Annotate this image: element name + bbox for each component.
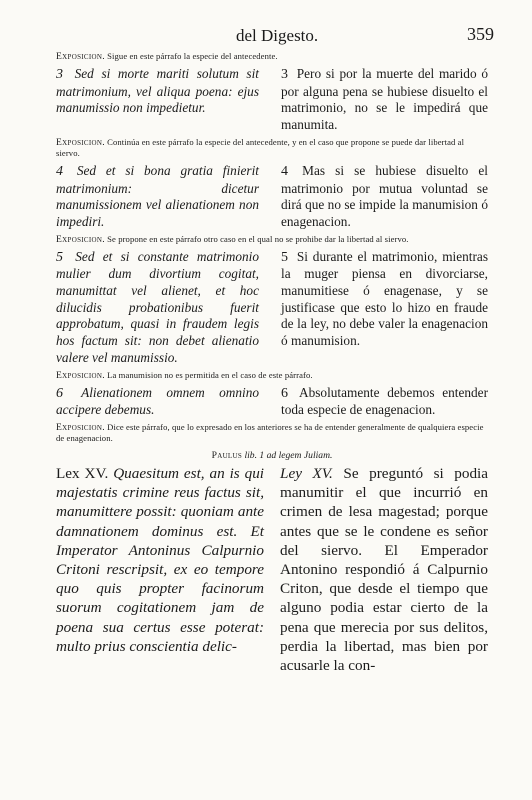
exposicion-label: Exposicion.	[56, 369, 105, 381]
book-page	[56, 22, 494, 675]
exposicion-text: Sigue en este párrafo la especie del antecedente.	[107, 51, 278, 61]
ley-label: Ley XV.	[280, 464, 333, 482]
paragraph-number: 4	[281, 163, 288, 179]
exposicion-note	[56, 234, 488, 245]
spanish-column	[280, 464, 488, 675]
latin-text: Quaesitum est, an is qui majestatis crimine reus factus sit, manumittere possit: quoniam ante damnationem dominus est. Et Imperator Antoninus Calpurnio Critoni rescripsit, ex eo tempore quo quis propter facinorum suorum cogitationem jam de poena sua certus esse poterat: multo prius conscientia delic-	[56, 464, 265, 655]
paragraph-6	[56, 385, 488, 419]
source-rest: lib. 1 ad legem Juliam.	[244, 449, 333, 461]
exposicion-note	[56, 370, 488, 381]
paragraph-number: 4	[56, 163, 63, 179]
latin-column	[56, 464, 264, 656]
latin-column	[56, 66, 259, 117]
source-author: Paulus	[211, 449, 243, 461]
latin-text: Alienationem omnem omnino accipere debemus.	[56, 384, 259, 418]
exposicion-note	[56, 51, 488, 62]
exposicion-label: Exposicion.	[56, 421, 105, 433]
exposicion-note	[56, 422, 488, 444]
lex-label: Lex XV.	[56, 464, 109, 482]
exposicion-note	[56, 137, 488, 159]
spanish-text: Pero si por la muerte del marido ó por alguna pena se hubiese disuelto el matrimonio, no se le impedirá que manumita.	[281, 66, 488, 133]
latin-text: Sed si morte mariti solutum sit matrimonium, vel aliqua poena: ejus manumissio non impedietur.	[56, 66, 259, 116]
latin-column	[56, 163, 259, 231]
latin-text: Sed et si constante matrimonio mulier dum divortium cogitat, manumittat vel alienet, et hoc dilucidis probationibus fuerit approbatum, quasi in fraudem legis hos factum sit: non debet alienatio valere vel manumissio.	[56, 248, 259, 365]
paragraph-number: 5	[281, 249, 288, 265]
spanish-column	[281, 249, 488, 350]
paragraph-5	[56, 249, 488, 367]
page-header	[56, 22, 494, 48]
spanish-column	[281, 66, 488, 134]
paragraph-number: 5	[56, 249, 63, 265]
spanish-column	[281, 163, 488, 231]
exposicion-label: Exposicion.	[56, 233, 105, 245]
lex-15	[56, 464, 488, 675]
paragraph-number: 6	[281, 385, 288, 401]
latin-column	[56, 385, 259, 419]
exposicion-text: Dice este párrafo, que lo expresado en los anteriores se ha de entender generalmente de qualquiera especie de enagenacion.	[56, 421, 484, 443]
paragraph-number: 3	[281, 67, 288, 82]
spanish-column	[281, 385, 488, 419]
latin-text: Sed et si bona gratia finierit matrimonium: dicetur manumissionem vel alienationem non impediri.	[56, 162, 259, 229]
spanish-text: Se preguntó si podia manumitir el que incurrió en crimen de lesa magestad; porque antes que se le condene es señor del siervo. El Emperador Antonino respondió á Calpurnio Criton, que desde el tiempo que alguno podia estar cierto de la pena que merecia por sus delitos, perdia la libertad, mas bien por acusarle la con-	[280, 464, 489, 674]
running-head: del Digesto.	[236, 26, 319, 45]
paragraph-4	[56, 163, 488, 231]
latin-column	[56, 249, 259, 367]
exposicion-text: Se propone en este párrafo otro caso en el qual no se prohibe dar la libertad al siervo.	[107, 233, 409, 244]
paragraph-3	[56, 66, 488, 134]
page-number: 359	[467, 24, 494, 44]
spanish-text: Absolutamente debemos entender toda especie de enagenacion.	[281, 384, 488, 418]
source-heading	[56, 450, 488, 461]
paragraph-number: 3	[56, 67, 63, 82]
exposicion-label: Exposicion.	[56, 136, 105, 148]
exposicion-text: Continúa en este párrafo la especie del antecedente, y en el caso que propone se puede dar libertad al siervo.	[56, 136, 465, 158]
spanish-text: Mas si se hubiese disuelto el matrimonio por mutua voluntad se dirá que no se impide la manumision ó enagenacion.	[281, 162, 488, 229]
spanish-text: Si durante el matrimonio, mientras la muger piensa en divorciarse, manumitiese ó enagenase, y se justificase que esto lo hizo en fraude de la ley, no debe valer la enagenacion ó manumision.	[281, 248, 488, 349]
exposicion-label: Exposicion.	[56, 51, 105, 62]
exposicion-text: La manumision no es permitida en el caso de este párrafo.	[107, 369, 313, 380]
paragraph-number: 6	[56, 385, 63, 401]
